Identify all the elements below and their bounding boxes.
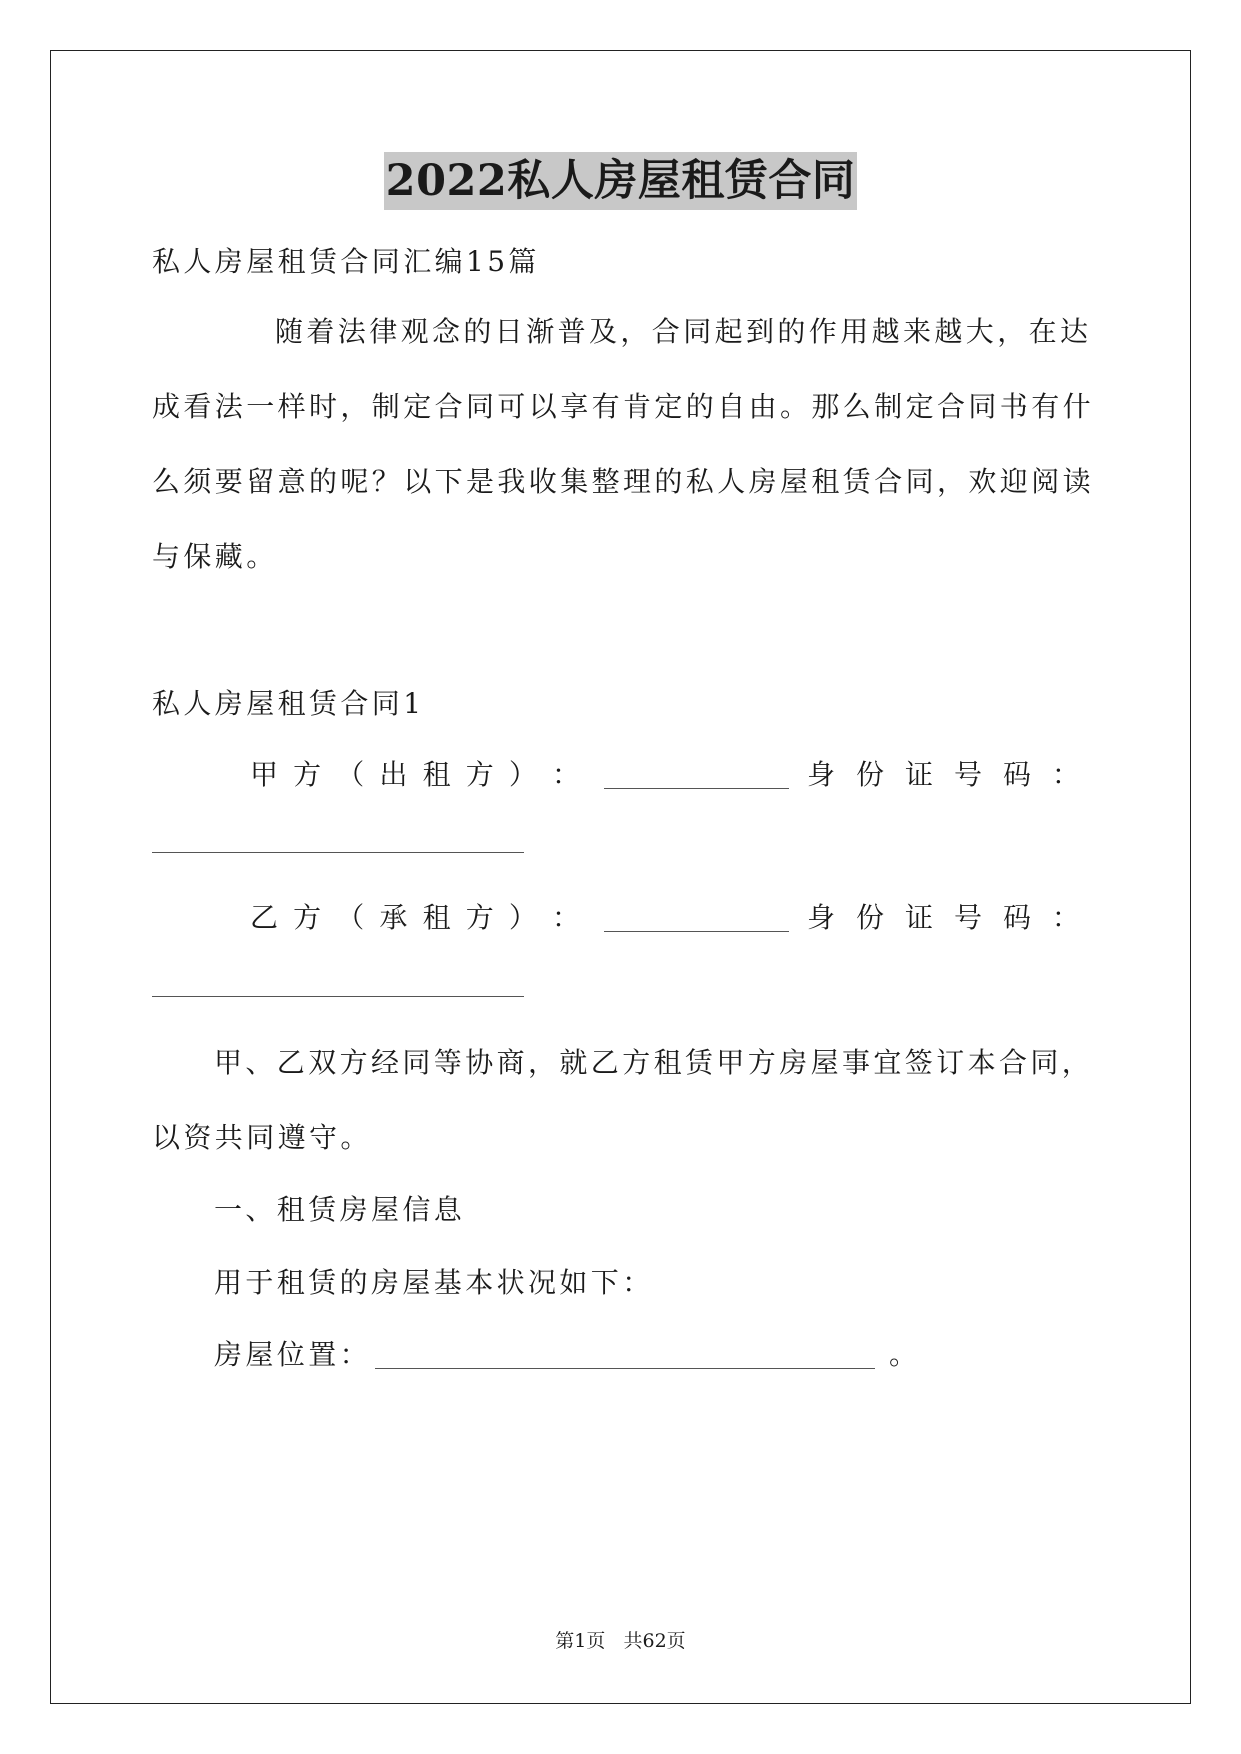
party-b-char: （ <box>336 901 365 934</box>
intro-paragraph-line-1: 随着法律观念的日渐普及，合同起到的作用越来越大，在达 <box>275 315 1092 348</box>
party-b-id-char: 证 <box>904 901 933 934</box>
document-title: 2022私人房屋租赁合同 <box>384 152 858 210</box>
intro-paragraph-line-4: 与保藏。 <box>152 540 278 573</box>
party-a-char: 方 <box>465 758 494 791</box>
party-b-char: 乙 <box>250 901 279 934</box>
title-container <box>0 152 1241 210</box>
party-a-char: 甲 <box>250 758 279 791</box>
party-b-row <box>250 898 1080 938</box>
party-b-id-char: 号 <box>953 901 982 934</box>
agreement-line-2: 以资共同遵守。 <box>152 1121 372 1154</box>
party-b-id-label <box>807 898 1080 938</box>
party-a-id-blank <box>152 852 524 853</box>
clause-1-heading: 一、租赁房屋信息 <box>214 1193 466 1226</box>
intro-paragraph-line-2: 成看法一样时，制定合同可以享有肯定的自由。那么制定合同书有什 <box>152 390 1095 423</box>
party-a-char: 方 <box>293 758 322 791</box>
party-a-char: 租 <box>422 758 451 791</box>
party-a-id-char: 份 <box>855 758 884 791</box>
party-b-id-char: 身 <box>807 901 836 934</box>
party-a-id-char: 证 <box>904 758 933 791</box>
party-a-char: （ <box>336 758 365 791</box>
section-heading: 私人房屋租赁合同1 <box>152 687 425 720</box>
party-a-id-label <box>807 755 1080 795</box>
location-end: 。 <box>889 1338 921 1371</box>
agreement-line-1: 甲、乙双方经同等协商，就乙方租赁甲方房屋事宜签订本合同， <box>214 1046 1094 1079</box>
location-blank <box>375 1342 875 1369</box>
party-b-char: 租 <box>422 901 451 934</box>
page-border <box>50 50 1191 1704</box>
location-row <box>214 1335 920 1375</box>
party-b-id-blank <box>152 996 524 997</box>
party-a-id-char: 码 <box>1002 758 1031 791</box>
party-a-id-char: ： <box>1051 758 1080 791</box>
party-b-char: ） <box>508 901 537 934</box>
clause-1-intro: 用于租赁的房屋基本状况如下： <box>214 1266 654 1299</box>
page-footer: 第1页 共62页 <box>555 1630 686 1652</box>
party-b-char: 承 <box>379 901 408 934</box>
party-b-char: 方 <box>293 901 322 934</box>
location-label: 房屋位置： <box>214 1338 372 1371</box>
intro-paragraph-line-3: 么须要留意的呢？以下是我收集整理的私人房屋租赁合同，欢迎阅读 <box>152 465 1095 498</box>
party-a-id-char: 身 <box>807 758 836 791</box>
party-a-char: 出 <box>379 758 408 791</box>
party-b-id-char: 份 <box>855 901 884 934</box>
party-b-id-char: ： <box>1051 901 1080 934</box>
party-b-id-char: 码 <box>1002 901 1031 934</box>
party-b-label <box>250 898 580 938</box>
party-a-char: ： <box>551 758 580 791</box>
party-b-char: ： <box>551 901 580 934</box>
party-a-label <box>250 755 580 795</box>
party-a-char: ） <box>508 758 537 791</box>
document-subtitle: 私人房屋租赁合同汇编15篇 <box>152 245 540 278</box>
party-b-name-blank <box>604 905 789 932</box>
party-a-id-char: 号 <box>953 758 982 791</box>
party-a-name-blank <box>604 762 789 789</box>
party-b-char: 方 <box>465 901 494 934</box>
party-a-row <box>250 755 1080 795</box>
